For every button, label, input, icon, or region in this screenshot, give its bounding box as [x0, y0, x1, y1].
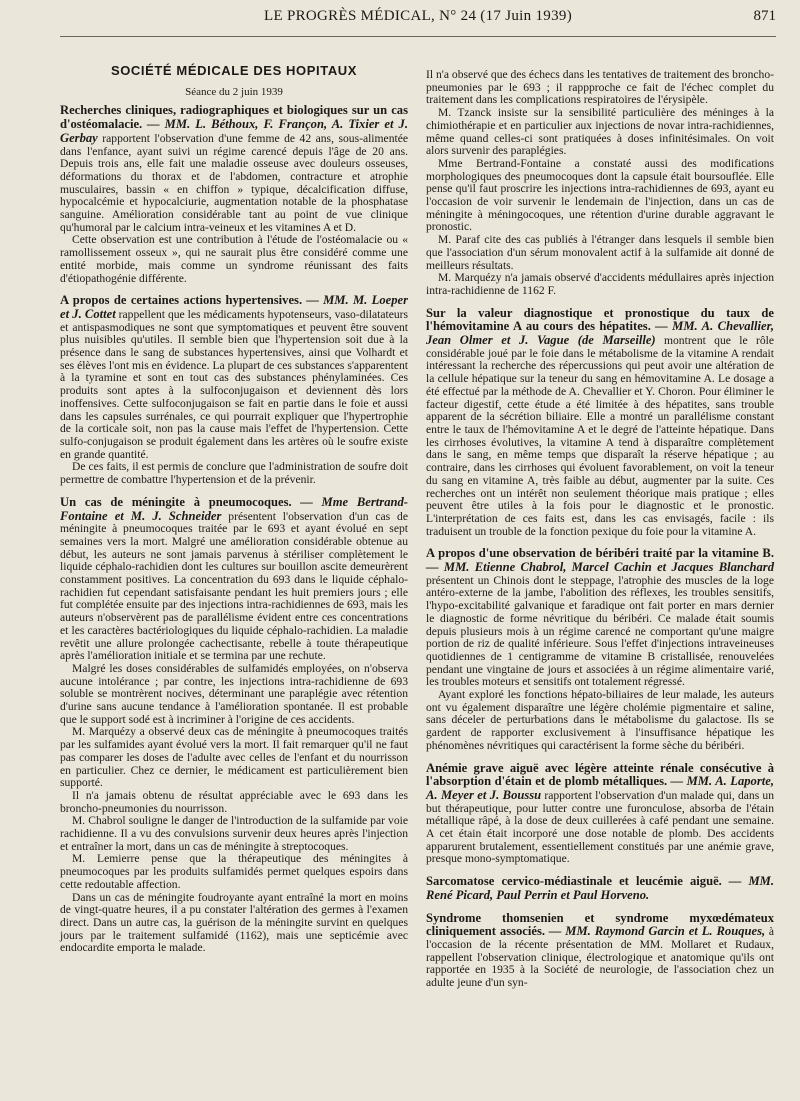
article	[426, 762, 774, 867]
text-columns	[60, 63, 776, 999]
article-authors: — MM. René Picard, Paul Perrin et Paul Horveno.	[426, 874, 774, 902]
article-lead	[426, 307, 774, 539]
article-paragraph: De ces faits, il est permis de conclure que l'administration de soufre doit permettre de combattre l'hypertension et de la prévenir.	[60, 460, 408, 487]
article-paragraph: montrent que le rôle considérable joué par le foie dans le métabolisme de la vitamine A rendait intéressant la recherche des répercussions qui peut avoir une altération de la cellule hépatique sur la teneur du sang en hémovitamine A. Le dosage a été effectué par la méthode de A. Chevallier et Y. Choron. Pour éliminer le facteur digestif, cette étude a été limitée à des hépatites, sans trouble apparent de la sécrétion biliaire. Elle a montré un parallélisme constant entre le taux de l'hémovitamine A et le degré de l'atteinte hépatique. Dans les cirrhoses évolutives, la vitamine A tend à disparaître complètement dans le sang, en même temps que disparaît la réserve hépatique ; au contraire, dans les cirrhoses qui évoluent favorablement, on voit la teneur du sang en vitamine A, très faible au début, augmenter par la suite. Ces recherches ont un intérêt non seulement théorique mais pratique ; elles peuvent être utiles à la fois pour le diagnostic et le pronostic. L'interprétation de ces faits est, dans les cas envisagés, facile : ils traduisent un trouble de la fonction pexique du foie pour la vitamine A.	[426, 334, 775, 538]
article	[60, 496, 408, 955]
article	[426, 875, 774, 902]
article-paragraph: M. Chabrol souligne le danger de l'introduction de la sulfamide par voie rachidienne. Il a vu des convulsions survenir deux heures après l'injection et entraîner la mort, dans un cas de méningite à streptocoques.	[60, 814, 408, 853]
article-paragraph: M. Lemierre pense que la thérapeutique des méningites à pneumocoques par les produits sulfamidés permet quelques espoirs dans cette redoutable affection.	[60, 852, 408, 891]
article-paragraph: Dans un cas de méningite foudroyante ayant entraîné la mort en moins de vingt-quatre heures, il a pu constater l'altération des germes à l'examen direct. Dans un autre cas, la guérison de la méningite survint en quelques jours par le traitement sulfamidé (1162), mais une septicémie avec endocardite emporta le malade.	[60, 890, 408, 955]
article	[60, 104, 408, 285]
article	[60, 294, 408, 487]
article-lead	[426, 875, 774, 902]
article	[426, 69, 774, 298]
page-number: 871	[753, 8, 776, 24]
article-lead	[60, 496, 408, 663]
article	[426, 307, 774, 539]
article-authors: — MM. Raymond Garcin et L. Rouques,	[548, 924, 766, 939]
column-left	[60, 63, 409, 999]
journal-title: LE PROGRÈS MÉDICAL, N° 24 (17 Juin 1939)	[263, 8, 572, 24]
article-paragraph: à l'occasion de la récente présentation de MM. Mollaret et Rudaux, rappellent l'observation clinique, électrologique et anatomique qu'ils ont rapportée en 1935 à la Société de neurologie, de l'association chez un adulte jeune d'un syn-	[426, 925, 774, 990]
article-authors: — MM. A. Chevallier, Jean Olmer et J. Vague (de Marseille)	[426, 319, 774, 348]
article-title: A propos de certaines actions hypertensives.	[60, 293, 303, 308]
article-authors: — Mme Bertrand-Fontaine et M. J. Schneider	[60, 494, 408, 523]
article-title: A propos d'une observation de béribéri traité par la vitamine B.	[426, 546, 774, 561]
article-paragraph: M. Tzanck insiste sur la sensibilité particulière des méninges à la chimiothérapie et en particulier aux injections de novar intra-rachidiennes, même quand celles-ci sont pratiquées à doses infinitésimales. On voit alors survenir des paraplégies.	[426, 106, 774, 158]
article-title: Syndrome thomsenien et syndrome myxœdémateux cliniquement associés.	[426, 910, 774, 939]
article-paragraph: M. Marquézy n'a jamais observé d'accidents médullaires après injection intra-rachidienne de 1162 F.	[426, 271, 774, 297]
article	[426, 547, 774, 752]
column-right	[426, 69, 774, 999]
article-authors: — MM. L. Béthoux, F. Françon, A. Tixier et J. Gerbay	[60, 117, 408, 145]
article-lead	[426, 912, 774, 990]
article-paragraph: rapportent l'observation d'un malade qui, dans un but thérapeutique, pour lutter contre une furonculose, absorba de l'étain métallique râpé, à la dose de deux cuillerées à café pendant une semaine. A cet étain était incorporé une dose notable de plomb. Des accidents apparurent brutalement, essentiellement constitués par une anémie grave, presque mono-symptomatique.	[426, 788, 774, 866]
session-date: Séance du 2 juin 1939	[185, 85, 283, 98]
article-lead	[60, 294, 408, 461]
article-paragraph: présentent l'observation d'un cas de méningite à pneumocoques traitée par le 693 et ayant évolué en sept semaines vers la mort. Malgré une amélioration considérable obtenue au début, les auteurs ne sont jamais parvenus à stériliser complètement le liquide céphalo-rachidien dont les cultures sur bouillon ascite demeurèrent constamment positives. La concentration du 693 dans le liquide céphalo-rachidien fut cependant satisfaisante pendant les huit premiers jours ; elle fut complétée ensuite par des injections intra-rachidiennes de 693, mais les auteurs n'observèrent pas de parallélisme évident entre ces concentrations et les caractères bactériologiques du liquide céphalo-rachidien. La maladie revêtit une allure prolongée cachectisante, rebelle à toute thérapeutique après l'amélioration initiale et se termina par une rechute.	[60, 509, 408, 663]
article-lead	[60, 104, 408, 234]
article-paragraph: M. Paraf cite des cas publiés à l'étranger dans lesquels il semble bien que l'association d'un sérum monovalent actif à la sulfamide ait donné de meilleurs résultats.	[426, 233, 774, 272]
article-paragraph: rappellent que les médicaments hypotenseurs, vaso-dilatateurs et antispasmodiques ne sont que symptomatiques et peuvent être souvent plus nuisibles qu'utiles. Il semble bien que l'hypertension soit due à la présence dans le sang de substances hypertensives, ainsi que Volhardt et ses élèves l'ont mis en évidence. La plupart de ces substances s'apparentent à la tyramine et sont en tout cas des substances phénylaminées. Ces produits sont aptes à la sulfoconjugaison et deviennent dès lors inoffensives. Cette sulfoconjugaison se fait en partie dans le foie et aussi dans les capsules surrénales, ce qui pourrait expliquer que l'hypertrophie de la corticale soit, non pas la cause mais l'effet de l'hypertension. Cette sulfo-conjugaison se produit également dans les artères où le soufre existe en grande quantité.	[60, 307, 409, 461]
article-lead	[426, 547, 774, 689]
article-title: Sarcomatose cervico-médiastinale et leucémie aiguë.	[426, 874, 722, 889]
article-title: Un cas de méningite à pneumocoques.	[60, 494, 292, 509]
article-authors: — MM. A. Laporte, A. Meyer et J. Boussu	[426, 774, 774, 802]
article-authors: — MM. M. Loeper et J. Cottet	[60, 293, 408, 321]
article-lead	[426, 762, 774, 867]
article-paragraph: Malgré les doses considérables de sulfamidés employées, on n'observa aucune intolérance ; par contre, les injections intra-rachidienne de 693 soluble se montrèrent nocives, déterminant une paraplégie avec rétention d'urine sans aucune tendance à l'amélioration spontanée. Il est probable que le support sodé est à incriminer à l'origine de ces accidents.	[60, 661, 408, 726]
article-authors: — MM. Etienne Chabrol, Marcel Cachin et Jacques Blanchard	[426, 560, 774, 575]
article-paragraph: Cette observation est une contribution à l'étude de l'ostéomalacie ou « ramollissement osseux », qui ne saurait plus être considéré comme une entité morbide, mais comme un syndrome réunissant des faits d'étiopathogénie différente.	[60, 233, 408, 285]
article-paragraph: M. Marquézy a observé deux cas de méningite à pneumocoques traités par les sulfamides ayant évolué vers la mort. Il fait remarquer qu'il ne faut pas comparer les doses de l'adulte avec celles de l'enfant et du nourrisson en particulier. Chez ce dernier, le médicament est particulièrement bien supporté.	[60, 725, 408, 790]
article-paragraph: Il n'a jamais obtenu de résultat appréciable avec le 693 dans les broncho-pneumonies du nourrisson.	[60, 788, 408, 815]
article-paragraph: rapportent l'observation d'une femme de 42 ans, sous-alimentée dans l'enfance, ayant suivi un régime carencé depuis l'âge de 20 ans. Depuis trois ans, elle fait une maladie osseuse avec douleurs osseuses, déformations du thorax et de l'abdomen, contracture et atrophie musculaires, bassin « en chiffon » typique, décalcification diffuse, hypocalcémie et hypocalciurie, augmentation notable de la phosphatase sanguine. Amélioration considérable tant au point de vue clinique qu'humoral par le calcium intra-veineux et les vitamines A et D.	[60, 131, 409, 234]
section-title: SOCIÉTÉ MÉDICALE DES HOPITAUX	[110, 63, 358, 78]
article-paragraph: Mme Bertrand-Fontaine a constaté aussi des modifications morphologiques des pneumocoques dont la capsule était boursouflée. Elle pense qu'il faut proscrire les injections intra-rachidiennes de 693, ayant eu l'occasion de voir survenir le lendemain de l'injection, dans un cas de méningite à méningocoques, une rétention d'urine durable aggravant le pronostic.	[426, 156, 774, 234]
article-title: Anémie grave aiguë avec légère atteinte rénale consécutive à l'absorption d'étain et de plomb métalliques.	[426, 760, 774, 789]
article-paragraph: présentent un Chinois dont le steppage, l'atrophie des muscles de la loge antéro-externe de la jambe, l'abolition des réflexes, les troubles sensitifs, l'hypo-excitabilité galvanique et faradique ont fait porter en mars dernier le diagnostic de forme névritique du béribéri. Ce malade était soumis depuis plusieurs mois à un régime carencé ne comportant qu'une maigre portion de riz de qualité inférieure. Sous l'effet d'injections intraveineuses quotidiennes de 1 centigramme de vitamine B cristallisée, renouvelées pendant une vingtaine de jours et associées à un régime alimentaire varié, les troubles moteurs et sensitifs ont totalement régressé.	[426, 573, 774, 689]
article-title: Sur la valeur diagnostique et pronostique du taux de l'hémovitamine A au cours des hépatites.	[426, 305, 774, 334]
article-paragraph: Ayant exploré les fonctions hépato-biliaires de leur malade, les auteurs ont vu également disparaître une légère cholémie pigmentaire et saline, sans déceler de perturbations dans le métabolisme du galactose. Ils se gardent de rapporter exclusivement à l'insuffisance hépatique les phénomènes névritiques qui caractérisent la forme sèche du béribéri.	[426, 688, 774, 752]
article-title: Recherches cliniques, radiographiques et biologiques sur un cas d'ostéomalacie.	[60, 103, 408, 132]
article-paragraph: Il n'a observé que des échecs dans les tentatives de traitement des broncho-pneumonies par le 693 ; il rappproche ce fait de l'échec complet du traitement dans les complications respiratoires de l'érysipèle.	[426, 68, 774, 107]
article	[426, 912, 774, 990]
running-head	[60, 8, 776, 37]
